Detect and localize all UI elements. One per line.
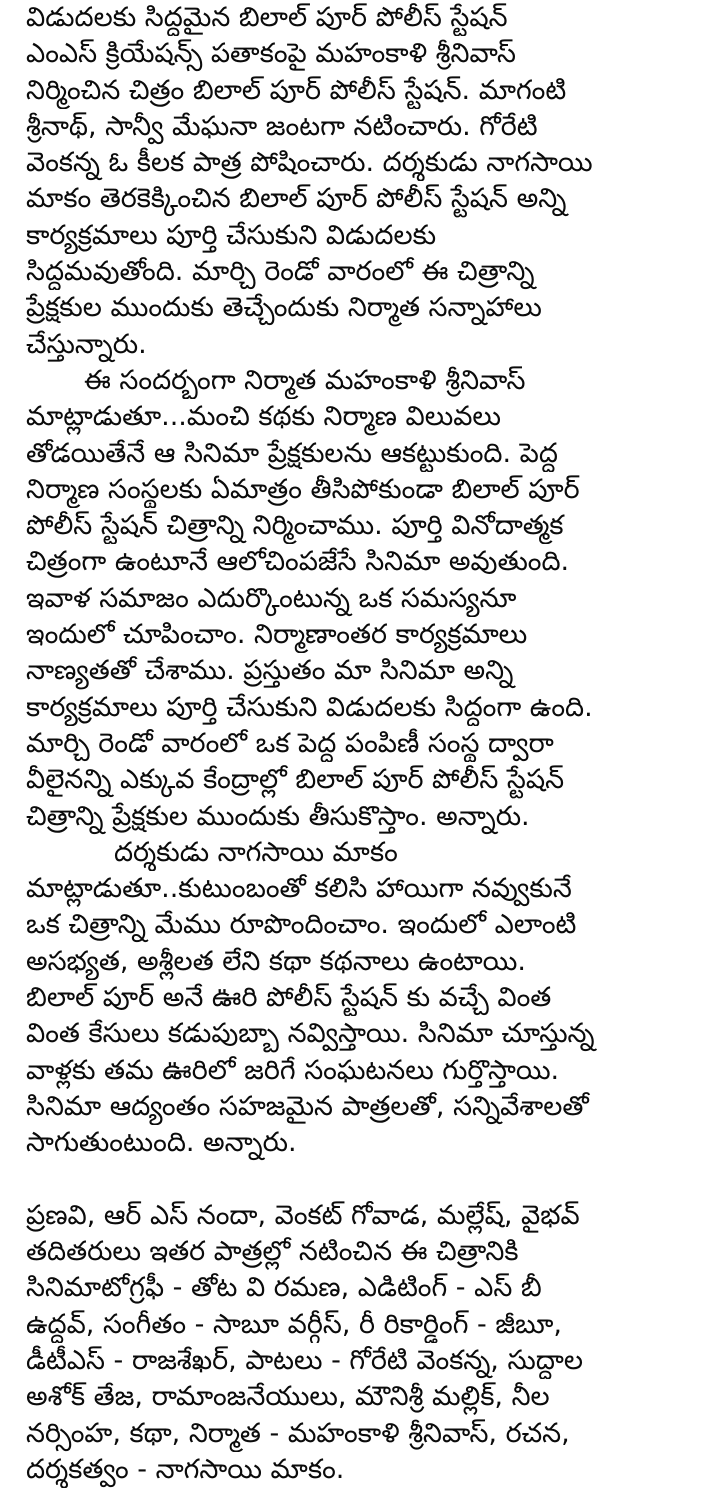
text-line: సినిమా ఆద్యంతం సహజమైన పాత్రలతో, సన్నివేశాలతో [26, 1090, 589, 1122]
text-line: వెంకన్న ఓ కీలక పాత్ర పోషించారు. దర్శకుడు నాగసాయి [26, 147, 593, 179]
text-line: అసభ్యత, అశ్లీలత లేని కథా కథనాలు ఉంటాయి. [26, 945, 526, 977]
text-line: వీలైనన్ని ఎక్కువ కేంద్రాల్లో బిలాల్ పూర్ పోలీస్ స్టేషన్ [26, 764, 565, 796]
text-line: ఈ సందర్భంగా నిర్మాత మహంకాళి శ్రీనివాస్ [84, 364, 526, 396]
text-line: నిర్మించిన చిత్రం బిలాల్ పూర్ పోలీస్ స్టేషన్. మాగంటి [26, 74, 567, 106]
paragraph-credits [26, 1198, 716, 1488]
paragraph-spacer [26, 1162, 716, 1198]
text-line: చిత్రంగా ఉంటూనే ఆలోచింపజేసే సినిమా అవుతుంది. [26, 546, 570, 578]
text-line: ఇందులో చూపించాం. నిర్మాణాంతర కార్యక్రమాలు [26, 619, 528, 651]
text-line: విడుదలకు సిద్ధమైన బిలాల్ పూర్ పోలీస్ స్టేషన్ [26, 2, 508, 33]
text-line: మార్చి రెండో వారంలో ఒక పెద్ద పంపిణీ సంస్థ ద్వారా [26, 727, 554, 759]
text-line: వాళ్లకు తమ ఊరిలో జరిగే సంఘటనలు గుర్తొస్తాయి. [26, 1054, 560, 1086]
text-line: కార్యక్రమాలు పూర్తి చేసుకుని విడుదలకు సిద్ధంగా ఉంది. [26, 691, 593, 723]
text-line: వింత కేసులు కడుపుబ్బా నవ్విస్తాయి. సినిమా చూస్తున్న [26, 1018, 595, 1050]
text-line: ప్రేక్షకుల ముందుకు తెచ్చేందుకు నిర్మాత సన్నాహాలు [26, 292, 542, 324]
text-line: నాణ్యతతో చేశాము. ప్రస్తుతం మా సినిమా అన్ని [26, 655, 514, 687]
paragraph-director-quote [26, 835, 716, 1162]
paragraph-producer-quote [26, 363, 716, 835]
text-line: ప్రణవి, ఆర్ ఎస్ నందా, వెంకట్ గోవాడ, మల్లేష్, వైభవ్ [26, 1199, 580, 1231]
text-line: సిద్ధమవుతోంది. మార్చి రెండో వారంలో ఈ చిత్రాన్ని [26, 256, 535, 288]
text-line: డీటీఎస్ - రాజశేఖర్, పాటలు - గోరేటి వెంకన్న, సుద్దాల [26, 1344, 583, 1376]
text-line: దర్శకుడు నాగసాయి మాకం [114, 836, 398, 868]
text-line: ఒక చిత్రాన్ని మేము రూపొందించాం. ఇందులో ఎలాంటి [26, 909, 577, 941]
text-line: ఇవాళ సమాజం ఎదుర్కొంటున్న ఒక సమస్యనూ [26, 582, 517, 614]
text-line: మాకం తెరకెక్కించిన బిలాల్ పూర్ పోలీస్ స్టేషన్ అన్ని [26, 183, 567, 215]
text-line: ఎంఎస్ క్రియేషన్స్ పతాకంపై మహంకాళి శ్రీనివాస్ [26, 38, 516, 70]
article-body [26, 0, 716, 1488]
text-line: సాగుతుంటుంది. అన్నారు. [26, 1127, 297, 1159]
text-line: ఉద్ధవ్, సంగీతం - సాబూ వర్గీస్, రీ రికార్డింగ్ - జీబూ, [26, 1308, 562, 1340]
text-line: మాట్లాడుతూ..కుటుంబంతో కలిసి హాయిగా నవ్వుకునే [26, 873, 572, 905]
text-line: చిత్రాన్ని ప్రేక్షకుల ముందుకు తీసుకొస్తాం. అన్నారు. [26, 800, 530, 832]
text-line: తదితరులు ఇతర పాత్రల్లో నటించిన ఈ చిత్రానికి [26, 1236, 519, 1268]
text-line: అశోక్ తేజ, రామాంజనేయులు, మౌనిశ్రీ మల్లిక్, నీల [26, 1381, 550, 1413]
text-line: చేస్తున్నారు. [26, 328, 147, 360]
text-line: మాట్లాడుతూ...మంచి కథకు నిర్మాణ విలువలు [26, 401, 501, 433]
text-line: తోడయితేనే ఆ సినిమా ప్రేక్షకులను ఆకట్టుకుంది. పెద్ద [26, 437, 558, 469]
text-line: సినిమాటోగ్రఫీ - తోట వి రమణ, ఎడిటింగ్ - ఎస్ బీ [26, 1272, 542, 1304]
text-line: నిర్మాణ సంస్థలకు ఏమాత్రం తీసిపోకుండా బిలాల్ పూర్ [26, 473, 580, 505]
text-line: శ్రీనాథ్, సాన్వీ మేఘనా జంటగా నటించారు. గోరేటి [26, 110, 538, 142]
text-line: పోలీస్ స్టేషన్ చిత్రాన్ని నిర్మించాము. పూర్తి వినోదాత్మక [26, 510, 564, 542]
text-line: దర్శకత్వం - నాగసాయి మాకం. [26, 1453, 345, 1485]
text-line: బిలాల్ పూర్ అనే ఊరి పోలీస్ స్టేషన్ కు వచ్చే వింత [26, 982, 552, 1014]
paragraph-intro [26, 0, 716, 363]
text-line: కార్యక్రమాలు పూర్తి చేసుకుని విడుదలకు [26, 219, 437, 251]
text-line: నర్సింహ, కథా, నిర్మాత - మహంకాళి శ్రీనివాస్, రచన, [26, 1417, 570, 1449]
